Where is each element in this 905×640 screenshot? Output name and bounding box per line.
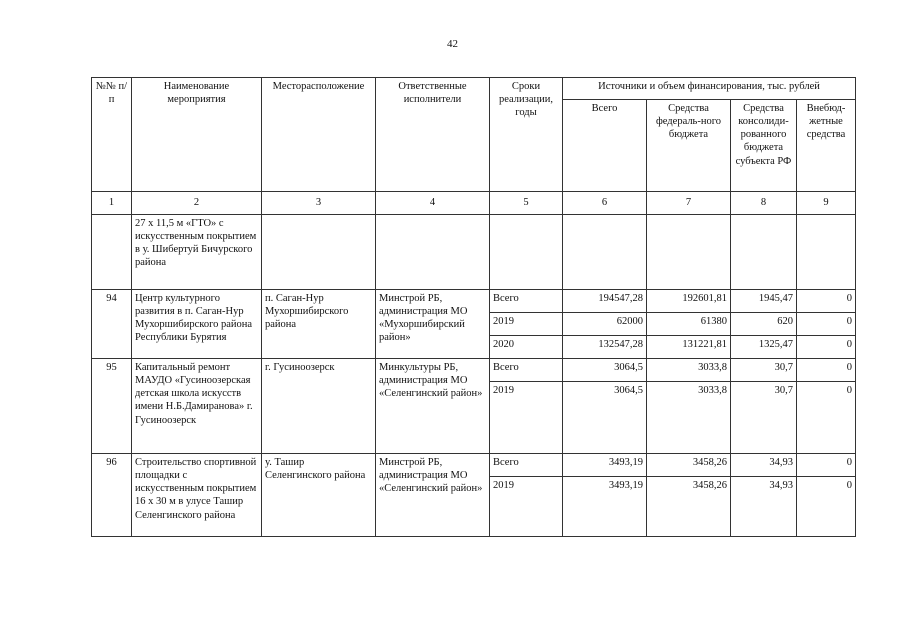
column-number: 7	[647, 192, 731, 215]
row-total: 3064,5	[563, 359, 647, 382]
row-regional: 30,7	[731, 359, 797, 382]
header-location: Месторасположение	[262, 78, 376, 192]
row-regional: 30,7	[731, 382, 797, 454]
row-number: 96	[92, 454, 132, 537]
header-extrabudget: Внебюд-жетные средства	[797, 100, 856, 192]
header-regional: Средства консолиди-рованного бюджета субъекта РФ	[731, 100, 797, 192]
row-total: 3493,19	[563, 477, 647, 537]
row-extrabudget: 0	[797, 313, 856, 336]
row-federal: 3033,8	[647, 359, 731, 382]
row-location: п. Саган-Нур Мухоршибирского района	[262, 290, 376, 359]
table-row-continuation	[92, 215, 856, 290]
row-extrabudget: 0	[797, 290, 856, 313]
table-row	[92, 454, 856, 477]
financing-table	[91, 77, 856, 537]
header-financing: Источники и объем финансирования, тыс. рублей	[563, 78, 856, 100]
row-total: 62000	[563, 313, 647, 336]
row-extrabudget: 0	[797, 382, 856, 454]
row-federal: 131221,81	[647, 336, 731, 359]
row-federal: 3033,8	[647, 382, 731, 454]
header-number: №№ п/п	[92, 78, 132, 192]
row-responsible: Минстрой РБ, администрация МО «Мухоршибирский район»	[376, 290, 490, 359]
column-number: 2	[132, 192, 262, 215]
header-terms: Сроки реализации, годы	[490, 78, 563, 192]
row-total: 3064,5	[563, 382, 647, 454]
row-location: г. Гусиноозерск	[262, 359, 376, 454]
row-regional: 620	[731, 313, 797, 336]
continuation-cell: 27 х 11,5 м «ГТО» с искусственным покрытием в у. Шибертуй Бичурского района	[132, 215, 262, 290]
row-extrabudget: 0	[797, 477, 856, 537]
row-number: 94	[92, 290, 132, 359]
table-header	[92, 78, 856, 215]
row-responsible: Минкультуры РБ, администрация МО «Селенгинский район»	[376, 359, 490, 454]
column-number: 6	[563, 192, 647, 215]
row-term: 2019	[490, 477, 563, 537]
row-term: 2020	[490, 336, 563, 359]
row-term: Всего	[490, 359, 563, 382]
column-number: 4	[376, 192, 490, 215]
row-term: 2019	[490, 382, 563, 454]
row-responsible: Минстрой РБ, администрация МО «Селенгинский район»	[376, 454, 490, 537]
row-term: Всего	[490, 290, 563, 313]
row-name: Строительство спортивной площадки с искусственным покрытием 16 х 30 м в улусе Ташир Селенгинского района	[132, 454, 262, 537]
row-location: у. Ташир Селенгинского района	[262, 454, 376, 537]
row-federal: 192601,81	[647, 290, 731, 313]
row-regional: 34,93	[731, 454, 797, 477]
column-number: 8	[731, 192, 797, 215]
row-regional: 1325,47	[731, 336, 797, 359]
row-term: Всего	[490, 454, 563, 477]
row-total: 132547,28	[563, 336, 647, 359]
row-name: Капитальный ремонт МАУДО «Гусиноозерская детская школа искусств имени Н.Б.Дамиранова» г. Гусиноозерск	[132, 359, 262, 454]
row-regional: 1945,47	[731, 290, 797, 313]
header-name: Наименование мероприятия	[132, 78, 262, 192]
header-federal: Средства федераль-ного бюджета	[647, 100, 731, 192]
row-total: 194547,28	[563, 290, 647, 313]
row-federal: 61380	[647, 313, 731, 336]
row-extrabudget: 0	[797, 359, 856, 382]
row-extrabudget: 0	[797, 454, 856, 477]
column-number: 3	[262, 192, 376, 215]
row-extrabudget: 0	[797, 336, 856, 359]
header-total: Всего	[563, 100, 647, 192]
row-term: 2019	[490, 313, 563, 336]
page-number: 42	[447, 38, 458, 50]
table-row	[92, 359, 856, 382]
header-responsible: Ответственные исполнители	[376, 78, 490, 192]
row-name: Центр культурного развития в п. Саган-Нур Мухоршибирского района Республики Бурятия	[132, 290, 262, 359]
column-number: 5	[490, 192, 563, 215]
row-number: 95	[92, 359, 132, 454]
row-regional: 34,93	[731, 477, 797, 537]
column-number-row	[92, 192, 856, 215]
row-total: 3493,19	[563, 454, 647, 477]
column-number: 1	[92, 192, 132, 215]
row-federal: 3458,26	[647, 477, 731, 537]
row-federal: 3458,26	[647, 454, 731, 477]
table-row	[92, 290, 856, 313]
column-number: 9	[797, 192, 856, 215]
